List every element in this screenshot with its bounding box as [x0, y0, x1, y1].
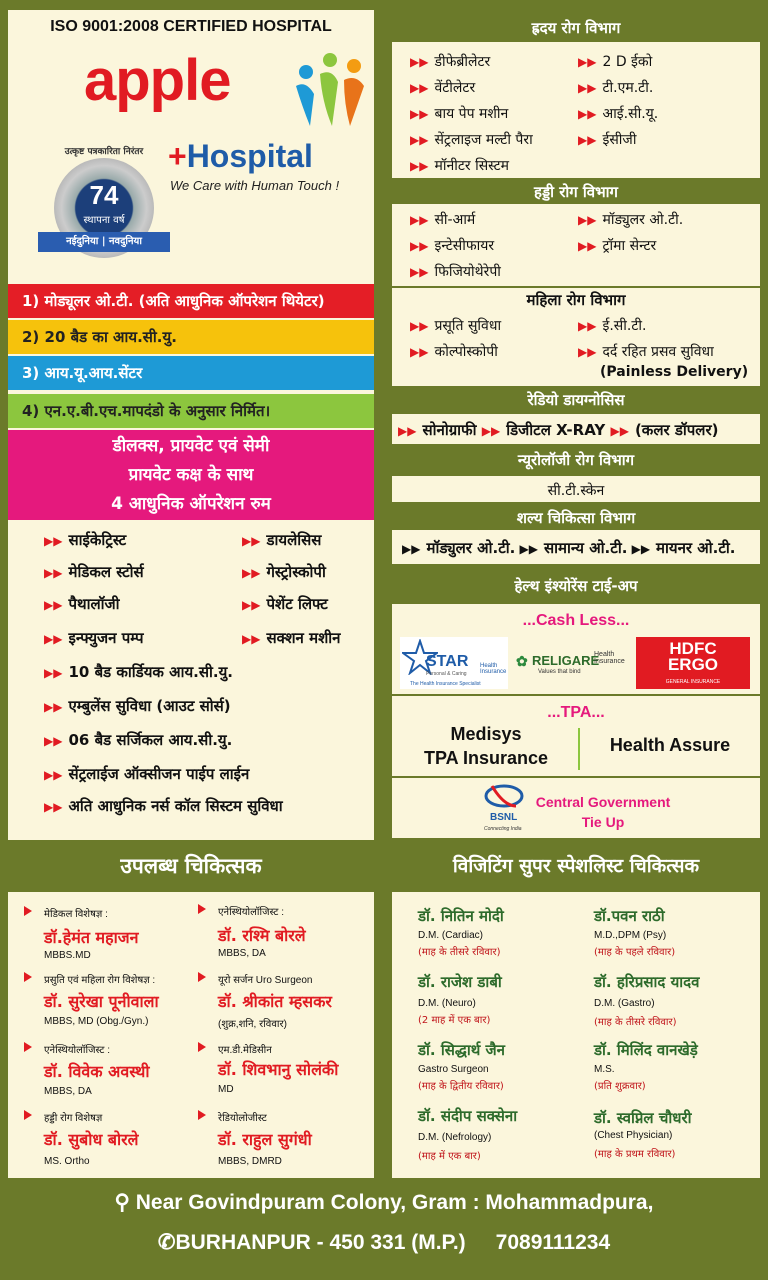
doctor-degree: MBBS, DA — [44, 1086, 92, 1097]
visiting-name: डॉ. राजेश डाबी — [418, 973, 502, 991]
ortho-item: ▶▶ मॉड्युलर ओ.टी. — [578, 212, 684, 228]
logo-hospital-text — [168, 138, 313, 175]
bullet-icon — [198, 972, 206, 982]
women-item: ▶▶ प्रसूति सुविधा — [410, 318, 502, 334]
bullet-icon — [24, 1042, 32, 1052]
bullet-icon — [24, 972, 32, 982]
govt-line2: Tie Up — [581, 814, 625, 830]
hdfc-sub: GENERAL INSURANCE — [665, 679, 721, 685]
bullet-icon — [24, 1110, 32, 1120]
painless-note: (Painless Delivery) — [600, 364, 749, 380]
radio-items: ▶▶ सोनोग्राफी ▶▶ डिजीटल X-RAY ▶▶ (कलर डॉपलर) — [398, 421, 719, 439]
doctor-degree: MD — [218, 1084, 234, 1095]
arrow-icon: ▶▶ — [44, 566, 63, 580]
doctor-degree: MBBS, DA — [218, 948, 266, 959]
doctor-degree: MS. Ortho — [44, 1156, 90, 1167]
ortho-item: ▶▶ फिजियोथेरेपी — [410, 264, 501, 280]
facility-item: ▶▶ पेशेंट लिफ्ट — [242, 595, 328, 613]
address-text: Near Govindpuram Colony, Gram : Mohammadpura, — [135, 1191, 654, 1214]
doctor-degree: (शुक्र,शनि, रविवार) — [218, 1019, 287, 1030]
badge-banner: नईदुनिया | नवदुनिया — [38, 232, 170, 252]
cardio-item: ▶▶ 2 D ईको — [578, 54, 653, 70]
facility-item: ▶▶ 06 बैड सर्जिकल आय.सी.यु. — [44, 731, 233, 749]
visiting-name: डॉ.पवन राठी — [594, 907, 665, 925]
bullet-icon — [198, 904, 206, 914]
bullet-icon — [198, 1042, 206, 1052]
bullet-icon — [24, 906, 32, 916]
facility-item: ▶▶ सेंट्रलाईज ऑक्सीजन पाईप लाईन — [44, 765, 250, 783]
feature-band-2: 2) 20 बैड का आय.सी.यु. — [8, 320, 374, 354]
visiting-degree: D.M. (Cardiac) — [418, 930, 484, 941]
facility-item: ▶▶ 10 बैड कार्डियक आय.सी.यु. — [44, 663, 233, 681]
visiting-schedule: (माह के पहले रविवार) — [594, 947, 676, 958]
doctors-heading: उपलब्ध चिकित्सक — [120, 854, 262, 878]
arrow-icon: ▶▶ — [44, 768, 63, 782]
hdfc-line1: HDFC — [669, 639, 717, 658]
rooms-line-1: डीलक्स, प्रायवेट एवं सेमी — [112, 436, 270, 456]
bsnl-tag: Connecting India — [484, 826, 522, 832]
hdfc-logo — [636, 637, 750, 689]
facility-item: ▶▶ इन्फ्युजन पम्प — [44, 629, 144, 647]
visiting-degree: D.M. (Gastro) — [594, 998, 655, 1009]
religare-logo — [512, 637, 632, 689]
doctor-role: प्रसुति एवं महिला रोग विशेषज्ञ : — [44, 975, 156, 986]
arrow-icon: ▶▶ — [44, 534, 63, 548]
visiting-name: डॉ. स्वप्निल चौधरी — [594, 1109, 692, 1127]
visiting-degree: (Chest Physician) — [594, 1130, 673, 1141]
cardio-item: ▶▶ बाय पेप मशीन — [410, 106, 509, 122]
visiting-degree: M.D.,DPM (Psy) — [594, 930, 667, 941]
doctor-role: मेडिकल विशेषज्ञ : — [44, 909, 108, 920]
location-pin-icon: ⚲ — [114, 1191, 136, 1214]
surgery-heading: शल्य चिकित्सा विभाग — [516, 509, 636, 527]
star-logo — [400, 637, 508, 689]
arrow-icon: ▶▶ — [44, 800, 63, 814]
women-item: ▶▶ दर्द रहित प्रसव सुविधा — [578, 344, 714, 360]
iso-certification: ISO 9001:2008 CERTIFIED HOSPITAL — [50, 18, 332, 35]
neuro-item: सी.टी.स्केन — [547, 483, 605, 499]
ortho-item: ▶▶ इन्टेसीफायर — [410, 238, 495, 254]
facility-item: ▶▶ सक्शन मशीन — [242, 629, 341, 647]
doctor-name: डॉ. सुरेखा पूनीवाला — [44, 992, 159, 1011]
feature-band-4: 4) एन.ए.बी.एच.मापदंडो के अनुसार निर्मित। — [8, 394, 374, 428]
arrow-icon: ▶▶ — [242, 534, 261, 548]
religare-name: RELIGARE — [532, 653, 600, 668]
doctor-role: एनेस्थियोलॉजिस्ट : — [44, 1045, 111, 1056]
doctor-name: डॉ. विवेक अवस्थी — [44, 1062, 150, 1081]
star-tag: The Health Insurance Specialist — [410, 681, 481, 687]
phone-number[interactable]: 7089111234 — [495, 1231, 611, 1254]
govt-line1: Central Government — [535, 794, 671, 810]
visiting-schedule: (माह में एक बार) — [418, 1151, 481, 1162]
doctor-role: एनेस्थियोलॉजिस्ट : — [218, 907, 285, 918]
religare-tag: Values that bind — [538, 669, 581, 675]
visiting-schedule: (2 माह में एक बार) — [418, 1015, 491, 1026]
facility-item: ▶▶ डायलेसिस — [242, 531, 322, 549]
doctor-degree: MBBS.MD — [44, 950, 91, 961]
badge-arc-text: उत्कृष्ट पत्रकारिता निरंतर — [64, 147, 144, 157]
visiting-schedule: (माह के तीसरे रविवार) — [418, 947, 501, 958]
cardio-item: ▶▶ आई.सी.यू. — [578, 106, 659, 122]
plus-icon: + — [168, 138, 187, 174]
cardio-item: ▶▶ टी.एम.टी. — [578, 80, 654, 96]
facility-item: ▶▶ साईकेट्रिस्ट — [44, 531, 127, 549]
ortho-item: ▶▶ सी-आर्म — [410, 212, 476, 228]
bsnl-name: BSNL — [490, 812, 518, 823]
doctor-role: रेडियोलोजीस्ट — [218, 1113, 267, 1124]
badge-number: 74 — [89, 180, 119, 210]
religare-sub: Health Insurance — [594, 651, 625, 665]
facility-item: ▶▶ गेस्ट्रोस्कोपी — [242, 563, 326, 581]
address-line — [0, 1190, 768, 1215]
cardio-item: ▶▶ सेंट्रलाइज मल्टी पैरा — [410, 132, 533, 148]
star-name: STAR — [426, 653, 469, 670]
doctor-name: डॉ. राहुल सुगंधी — [218, 1130, 312, 1149]
feature-band-3: 3) आय.यू.आय.सेंटर — [8, 356, 374, 390]
arrow-icon: ▶▶ — [44, 666, 63, 680]
feature-band-1: 1) मोड्यूलर ओ.टी. (अति आधुनिक ऑपरेशन थियेटर) — [8, 284, 374, 318]
hdfc-line2: ERGO — [667, 655, 719, 674]
facility-item: ▶▶ एम्बुलेंस सुविधा (आउट सोर्स) — [44, 697, 231, 715]
health-assure: Health Assure — [609, 735, 731, 755]
arrow-icon: ▶▶ — [242, 598, 261, 612]
visiting-degree: M.S. — [594, 1064, 615, 1075]
ortho-heading: हड्डी रोग विभाग — [534, 183, 618, 201]
insurance-heading: हेल्थ इंश्योरेंस टाई-अप — [514, 577, 638, 595]
cardio-item: ▶▶ ईसीजी — [578, 132, 637, 148]
facility-item: ▶▶ मेडिकल स्टोर्स — [44, 563, 144, 581]
medisys-line2: TPA Insurance — [423, 748, 549, 768]
cardio-heading: ह्रदय रोग विभाग — [531, 19, 621, 37]
surgery-items: ▶▶ मॉड्युलर ओ.टी. ▶▶ सामान्य ओ.टी. ▶▶ मायनर ओ.टी. — [402, 539, 736, 557]
visiting-degree: D.M. (Neuro) — [418, 998, 476, 1009]
visiting-heading: विजिटिंग सुपर स्पेशलिस्ट चिकित्सक — [452, 855, 700, 877]
visiting-name: डॉ. मिलिंद वानखेड़े — [594, 1041, 698, 1059]
rooms-line-2: प्रायवेट कक्ष के साथ — [128, 465, 254, 485]
logo-hospital-word: Hospital — [186, 138, 313, 174]
divider — [392, 694, 760, 696]
rooms-box — [8, 430, 374, 520]
visiting-schedule: (प्रति शुक्रवार) — [594, 1081, 646, 1092]
medisys-line1: Medisys — [450, 724, 522, 744]
doctor-degree: MBBS, DMRD — [218, 1156, 282, 1167]
neuro-heading: न्यूरोलॉजी रोग विभाग — [517, 451, 635, 469]
religare-icon: ✿ — [516, 653, 528, 669]
medisys-tpa — [398, 722, 574, 770]
visiting-name: डॉ. संदीप सक्सेना — [418, 1107, 518, 1125]
visiting-degree: Gastro Surgeon — [418, 1064, 489, 1075]
arrow-icon: ▶▶ — [242, 632, 261, 646]
bsnl-icon — [484, 780, 524, 812]
cardio-item: ▶▶ वेंटीलेटर — [410, 80, 476, 96]
arrow-icon: ▶▶ — [44, 734, 63, 748]
doctor-name: डॉ. शिवभानु सोलंकी — [218, 1060, 339, 1079]
tpa-label: ...TPA... — [547, 704, 605, 721]
cardio-item: ▶▶ डीफेब्रीलेटर — [410, 54, 491, 70]
doctor-role: हड्डी रोग विशेषज्ञ — [44, 1113, 103, 1124]
visiting-name: डॉ. सिद्धार्थ जैन — [418, 1041, 505, 1059]
doctor-name: डॉ. सुबोध बोरले — [44, 1130, 139, 1149]
anniversary-badge — [38, 147, 170, 286]
visiting-degree: D.M. (Nefrology) — [418, 1132, 492, 1143]
badge-sub: स्थापना वर्ष — [83, 215, 125, 226]
star-small: Personal & Caring — [426, 671, 467, 677]
doctor-name: डॉ.हेमंत महाजन — [44, 928, 139, 947]
women-item: ▶▶ ई.सी.टी. — [578, 318, 647, 334]
doctor-degree: MBBS, MD (Obg./Gyn.) — [44, 1016, 149, 1027]
cashless-label: ...Cash Less... — [522, 612, 630, 629]
visiting-name: डॉ. नितिन मोदी — [418, 907, 504, 925]
arrow-icon: ▶▶ — [242, 566, 261, 580]
visiting-schedule: (माह के द्वितीय रविवार) — [418, 1081, 504, 1092]
women-heading: महिला रोग विभाग — [526, 291, 626, 309]
doctor-name: डॉ. रश्मि बोरले — [218, 926, 306, 945]
divider — [392, 776, 760, 778]
tagline: We Care with Human Touch ! — [170, 178, 340, 193]
cardio-item: ▶▶ मॉनीटर सिस्टम — [410, 158, 510, 174]
central-govt — [526, 792, 680, 832]
visiting-schedule: (माह के प्रथम रविवार) — [594, 1149, 676, 1160]
city-text: BURHANPUR - 450 331 (M.P.) — [175, 1231, 466, 1254]
doctor-role: यूरो सर्जन Uro Surgeon — [218, 975, 313, 986]
ortho-item: ▶▶ ट्रॉमा सेन्टर — [578, 238, 657, 254]
arrow-icon: ▶▶ — [44, 598, 63, 612]
facility-item: ▶▶ अति आधुनिक नर्स कॉल सिस्टम सुविधा — [44, 797, 283, 815]
arrow-icon: ▶▶ — [44, 700, 63, 714]
logo-apple-text: apple — [84, 48, 231, 113]
city-phone-line — [0, 1230, 768, 1255]
radio-heading: रेडियो डायग्नोसिस — [527, 391, 625, 409]
visiting-name: डॉ. हरिप्रसाद यादव — [594, 973, 700, 991]
doctor-role: एम.डी.मेडिसीन — [218, 1045, 272, 1056]
divider — [578, 728, 580, 770]
rooms-line-3: 4 आधुनिक ऑपरेशन रुम — [111, 494, 271, 514]
logo-figures-icon — [284, 46, 370, 136]
doctor-name: डॉ. श्रीकांत म्हसकर — [218, 992, 332, 1011]
star-sub: Health Insurance — [480, 663, 507, 675]
phone-icon: ✆ — [157, 1231, 176, 1254]
bullet-icon — [198, 1110, 206, 1120]
facility-item: ▶▶ पैथालॉजी — [44, 595, 120, 613]
arrow-icon: ▶▶ — [44, 632, 63, 646]
women-item: ▶▶ कोल्पोस्कोपी — [410, 344, 498, 360]
visiting-schedule: (माह के तीसरे रविवार) — [594, 1017, 677, 1028]
